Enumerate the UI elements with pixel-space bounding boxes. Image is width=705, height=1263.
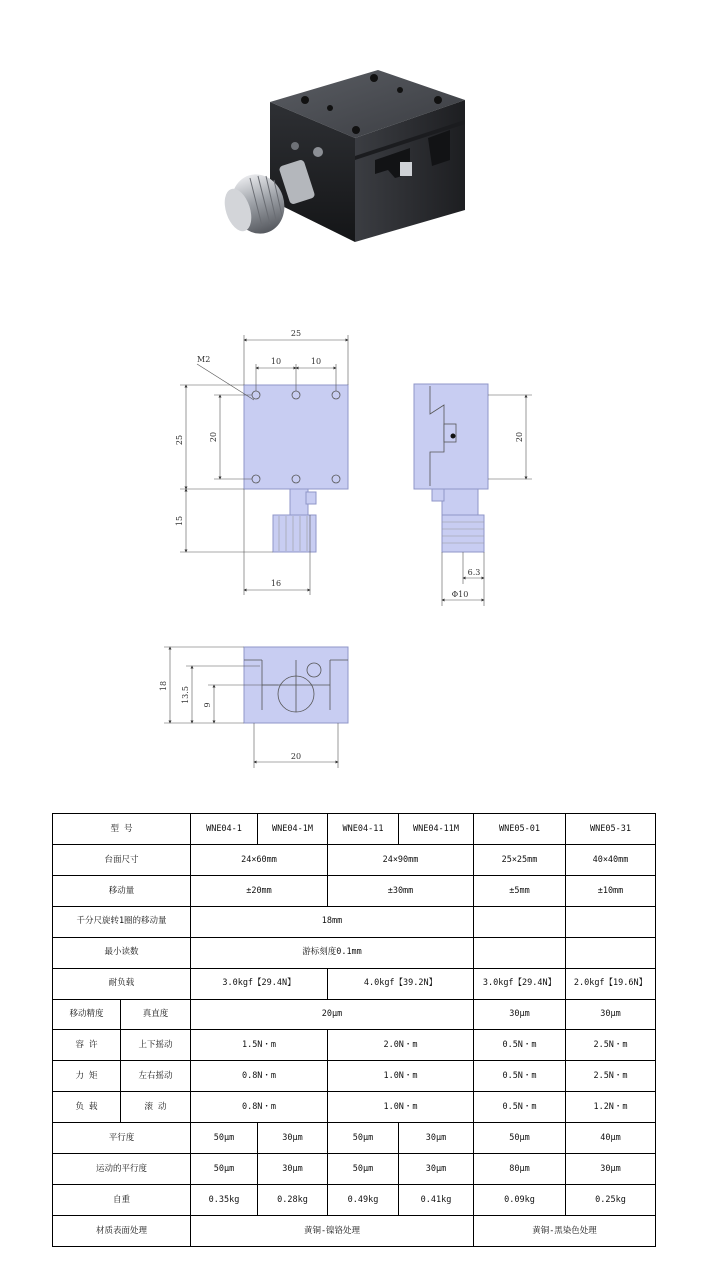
front-view (164, 647, 348, 768)
table-cell: 0.35kg (191, 1185, 258, 1216)
table-cell: 1.0N・m (328, 1061, 474, 1092)
table-cell: 2.5N・m (566, 1061, 656, 1092)
table-cell: 黄铜-黑染色处理 (474, 1215, 656, 1246)
top-thread-label: M2 (197, 355, 211, 364)
table-cell: 30μm (399, 1154, 474, 1185)
table-cell: 50μm (328, 1123, 399, 1154)
table-cell: 24×60mm (191, 844, 328, 875)
table-cell: 黄铜-镍铬处理 (191, 1215, 474, 1246)
row-label: 最小读数 (53, 937, 191, 968)
table-row (53, 906, 656, 937)
table-cell: 50μm (191, 1154, 258, 1185)
table-cell: 50μm (191, 1123, 258, 1154)
table-cell: 50μm (328, 1154, 399, 1185)
table-cell-empty (566, 906, 656, 937)
table-cell: 0.5N・m (474, 1061, 566, 1092)
row-label: 型 号 (53, 814, 191, 845)
row-label: 负 载 (53, 1092, 121, 1123)
table-cell: 0.8N・m (191, 1092, 328, 1123)
table-cell: 30μm (258, 1154, 328, 1185)
row-sublabel: 真直度 (121, 999, 191, 1030)
table-row (53, 1030, 656, 1061)
top-dim-pitch-2: 10 (310, 357, 322, 366)
table-cell: 24×90mm (328, 844, 474, 875)
spec-table (52, 813, 656, 1247)
top-dim-hole-span: 20 (209, 431, 218, 443)
table-cell: 0.41kg (399, 1185, 474, 1216)
table-row (53, 1123, 656, 1154)
row-sublabel: 左右摇动 (121, 1061, 191, 1092)
table-cell: ±30mm (328, 875, 474, 906)
table-cell: 0.25kg (566, 1185, 656, 1216)
table-row (53, 1215, 656, 1246)
table-cell: 18mm (191, 906, 474, 937)
row-label: 材质表面处理 (53, 1215, 191, 1246)
table-cell: WNE05-31 (566, 814, 656, 845)
table-cell: 30μm (566, 1154, 656, 1185)
table-cell: 3.0kgf【29.4N】 (474, 968, 566, 999)
table-cell: 30μm (474, 999, 566, 1030)
top-dim-knob-offset: 16 (270, 579, 282, 588)
row-sublabel: 滚 动 (121, 1092, 191, 1123)
table-cell: 30μm (566, 999, 656, 1030)
table-cell: 40×40mm (566, 844, 656, 875)
table-cell-empty (474, 937, 566, 968)
table-cell: 0.28kg (258, 1185, 328, 1216)
table-cell: WNE04-1 (191, 814, 258, 845)
table-cell: 2.0kgf【19.6N】 (566, 968, 656, 999)
row-label: 自重 (53, 1185, 191, 1216)
top-dim-height: 25 (175, 434, 184, 446)
top-dim-knob-len: 15 (175, 515, 184, 527)
top-view (180, 335, 348, 595)
row-label: 力 矩 (53, 1061, 121, 1092)
table-cell: 2.0N・m (328, 1030, 474, 1061)
table-cell: 0.09kg (474, 1185, 566, 1216)
table-cell: 30μm (258, 1123, 328, 1154)
front-dim-low: 9 (203, 702, 212, 708)
table-cell: 30μm (399, 1123, 474, 1154)
table-row (53, 1092, 656, 1123)
table-cell: 3.0kgf【29.4N】 (191, 968, 328, 999)
row-label: 容 许 (53, 1030, 121, 1061)
table-row (53, 968, 656, 999)
table-cell: WNE04-11 (328, 814, 399, 845)
table-cell: 40μm (566, 1123, 656, 1154)
table-row (53, 875, 656, 906)
front-dim-width: 20 (290, 752, 302, 761)
table-cell: 2.5N・m (566, 1030, 656, 1061)
table-row (53, 1185, 656, 1216)
table-row (53, 814, 656, 845)
top-dim-width: 25 (290, 329, 302, 338)
table-cell: ±10mm (566, 875, 656, 906)
top-dim-pitch-1: 10 (270, 357, 282, 366)
table-row (53, 937, 656, 968)
table-cell: 0.49kg (328, 1185, 399, 1216)
table-cell: 1.2N・m (566, 1092, 656, 1123)
table-cell: 50μm (474, 1123, 566, 1154)
row-sublabel: 上下摇动 (121, 1030, 191, 1061)
table-cell: 4.0kgf【39.2N】 (328, 968, 474, 999)
row-label: 运动的平行度 (53, 1154, 191, 1185)
table-cell: 80μm (474, 1154, 566, 1185)
table-row (53, 844, 656, 875)
side-dim-height: 20 (515, 431, 524, 443)
side-dim-knob-dia: Φ10 (451, 590, 469, 599)
row-label: 移动精度 (53, 999, 121, 1030)
table-cell: WNE04-11M (399, 814, 474, 845)
front-dim-mid: 13.5 (181, 686, 190, 704)
table-cell: 1.0N・m (328, 1092, 474, 1123)
table-row (53, 999, 656, 1030)
table-cell-empty (474, 906, 566, 937)
table-cell: 0.5N・m (474, 1092, 566, 1123)
row-label: 台面尺寸 (53, 844, 191, 875)
table-cell: ±5mm (474, 875, 566, 906)
front-dim-height: 18 (159, 680, 168, 692)
row-label: 耐负载 (53, 968, 191, 999)
table-cell: 20μm (191, 999, 474, 1030)
row-label: 平行度 (53, 1123, 191, 1154)
table-row (53, 1061, 656, 1092)
table-cell: 1.5N・m (191, 1030, 328, 1061)
row-label: 千分尺旋转1圈的移动量 (53, 906, 191, 937)
table-cell: ±20mm (191, 875, 328, 906)
side-dim-shaft: 6.3 (467, 568, 481, 577)
table-cell: 0.8N・m (191, 1061, 328, 1092)
table-cell: WNE05-01 (474, 814, 566, 845)
table-cell: 游标刻度0.1mm (191, 937, 474, 968)
row-label: 移动量 (53, 875, 191, 906)
table-row (53, 1154, 656, 1185)
table-cell-empty (566, 937, 656, 968)
table-cell: 25×25mm (474, 844, 566, 875)
table-cell: 0.5N・m (474, 1030, 566, 1061)
table-cell: WNE04-1M (258, 814, 328, 845)
